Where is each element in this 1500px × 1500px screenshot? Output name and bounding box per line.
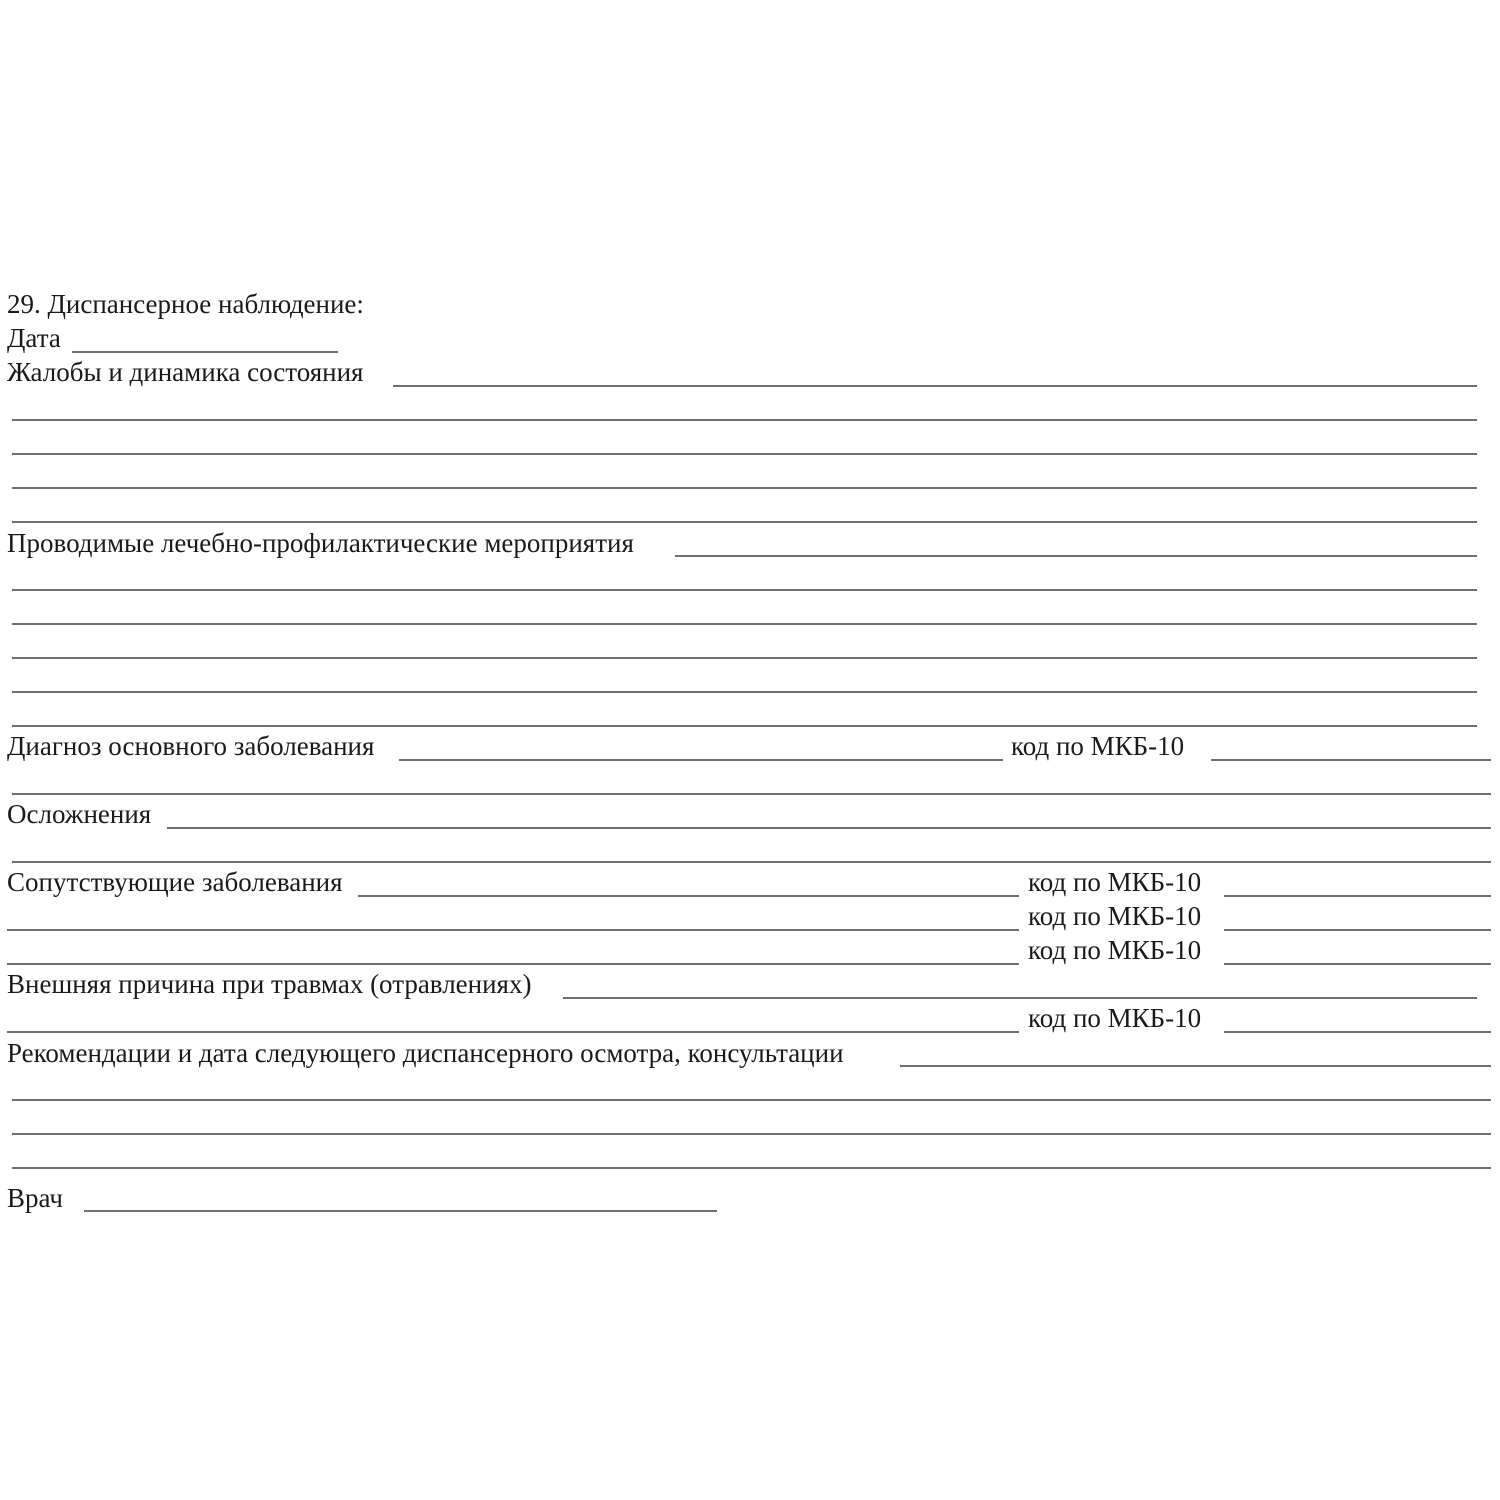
measures-field-line[interactable] (12, 691, 1477, 693)
doctor-label: Врач (7, 1183, 63, 1213)
external-cause-icd-label: код по МКБ-10 (1028, 1003, 1202, 1033)
date-field[interactable] (72, 351, 338, 353)
external-cause-label: Внешняя причина при травмах (отравлениях) (7, 969, 532, 999)
complaints-field-line[interactable] (12, 453, 1477, 455)
recommendations-field-line[interactable] (12, 1167, 1491, 1169)
complications-label: Осложнения (7, 799, 152, 829)
measures-field-line[interactable] (12, 623, 1477, 625)
complications-field-line[interactable] (12, 861, 1491, 863)
comorbid-icd-field-1[interactable] (1224, 895, 1491, 897)
complaints-field-line[interactable] (12, 419, 1477, 421)
complications-field[interactable] (167, 827, 1491, 829)
external-cause-icd-field[interactable] (1224, 1031, 1491, 1033)
comorbid-label: Сопутствующие заболевания (7, 867, 343, 897)
recommendations-field-line[interactable] (12, 1133, 1491, 1135)
diagnosis-icd-label: код по МКБ-10 (1011, 731, 1185, 761)
external-cause-field-line[interactable] (7, 1031, 1019, 1033)
diagnosis-icd-field[interactable] (1211, 759, 1491, 761)
diagnosis-field-line[interactable] (12, 793, 1491, 795)
comorbid-icd-label-3: код по МКБ-10 (1028, 935, 1202, 965)
comorbid-field-2[interactable] (7, 929, 1019, 931)
doctor-signature-field[interactable] (84, 1210, 717, 1212)
comorbid-field-3[interactable] (7, 963, 1019, 965)
complaints-field-line[interactable] (12, 521, 1477, 523)
diagnosis-field[interactable] (399, 759, 1003, 761)
complaints-label: Жалобы и динамика состояния (7, 357, 364, 387)
complaints-field[interactable] (393, 385, 1477, 387)
diagnosis-label: Диагноз основного заболевания (7, 731, 375, 761)
measures-field[interactable] (675, 555, 1477, 557)
measures-label: Проводимые лечебно-профилактические мероприятия (7, 528, 634, 558)
comorbid-icd-label-2: код по МКБ-10 (1028, 901, 1202, 931)
recommendations-label: Рекомендации и дата следующего диспансерного осмотра, консультации (7, 1038, 844, 1068)
date-label: Дата (7, 323, 61, 353)
complaints-field-line[interactable] (12, 487, 1477, 489)
recommendations-field-line[interactable] (12, 1099, 1491, 1101)
section-title: 29. Диспансерное наблюдение: (7, 289, 364, 319)
recommendations-field[interactable] (900, 1065, 1491, 1067)
comorbid-icd-label-1: код по МКБ-10 (1028, 867, 1202, 897)
comorbid-field-1[interactable] (358, 895, 1019, 897)
measures-field-line[interactable] (12, 657, 1477, 659)
comorbid-icd-field-3[interactable] (1224, 963, 1491, 965)
comorbid-icd-field-2[interactable] (1224, 929, 1491, 931)
measures-field-line[interactable] (12, 725, 1477, 727)
external-cause-field[interactable] (563, 997, 1477, 999)
measures-field-line[interactable] (12, 589, 1477, 591)
